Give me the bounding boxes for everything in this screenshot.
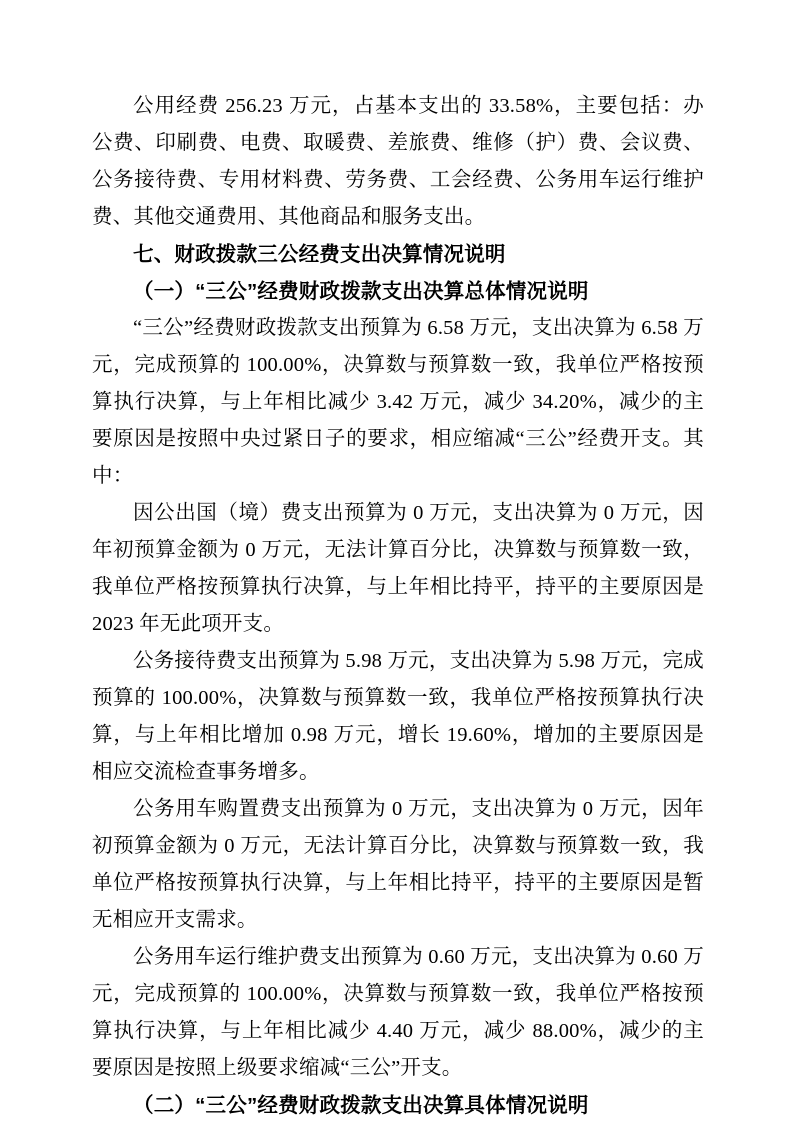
heading-subsection-one: （一）“三公”经费财政拨款支出决算总体情况说明 [133, 280, 589, 303]
paragraph-official-reception: 公务接待费支出预算为 5.98 万元，支出决算为 5.98 万元，完成预算的 100.00%，决算数与预算数一致，我单位严格按预算执行决算，与上年相比增加 0.98 万元，增长 19.60%，增加的主要原因是相应交流检查事务增多。 [92, 650, 704, 783]
paragraph-three-public-overall: “三公”经费财政拨款支出预算为 6.58 万元，支出决算为 6.58 万元，完成预算的 100.00%，决算数与预算数一致，我单位严格按预算执行决算，与上年相比减少 3.42 万元，减少 34.20%，减少的主要原因是按照中央过紧日子的要求，相应缩减“三公”经费开支。其中： [92, 317, 704, 487]
paragraph-overseas-travel: 因公出国（境）费支出预算为 0 万元，支出决算为 0 万元，因年初预算金额为 0 万元，无法计算百分比，决算数与预算数一致，我单位严格按预算执行决算，与上年相比持平，持平的主要原因是 2023 年无此项开支。 [92, 502, 704, 635]
heading-subsection-two: （二）“三公”经费财政拨款支出决算具体情况说明 [133, 1094, 589, 1117]
document-body [92, 88, 704, 1124]
paragraph-public-expenses: 公用经费 256.23 万元，占基本支出的 33.58%，主要包括：办公费、印刷费、电费、取暖费、差旅费、维修（护）费、会议费、公务接待费、专用材料费、劳务费、工会经费、公务用车运行维护费、其他交通费用、其他商品和服务支出。 [92, 95, 704, 228]
paragraph-vehicle-maintenance: 公务用车运行维护费支出预算为 0.60 万元，支出决算为 0.60 万元，完成预算的 100.00%，决算数与预算数一致，我单位严格按预算执行决算，与上年相比减少 4.40 万元，减少 88.00%，减少的主要原因是按照上级要求缩减“三公”开支。 [92, 946, 704, 1079]
heading-section-seven: 七、财政拨款三公经费支出决算情况说明 [133, 243, 506, 266]
paragraph-vehicle-purchase: 公务用车购置费支出预算为 0 万元，支出决算为 0 万元，因年初预算金额为 0 万元，无法计算百分比，决算数与预算数一致，我单位严格按预算执行决算，与上年相比持平，持平的主要原因是暂无相应开支需求。 [92, 798, 704, 931]
